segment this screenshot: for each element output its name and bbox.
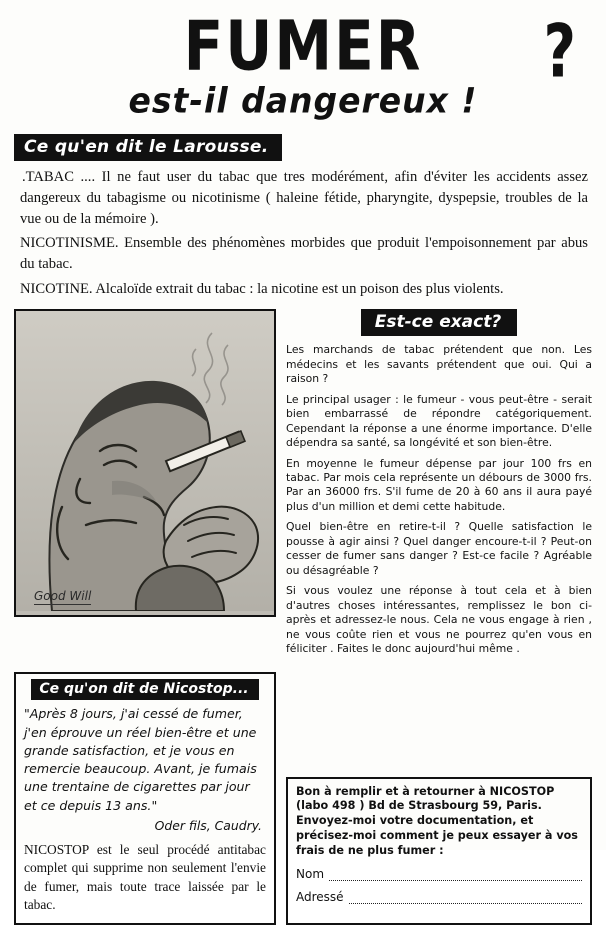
coupon-field-adresse-label: Adressé bbox=[296, 889, 344, 904]
larousse-paragraph: NICOTINE. Alcaloïde extrait du tabac : la nicotine est un poison des plus violents. bbox=[20, 280, 504, 297]
coupon-field-adresse[interactable] bbox=[296, 890, 582, 904]
page-title bbox=[14, 5, 592, 122]
coupon-line-1: Bon à remplir et à retourner à NICOSTOP bbox=[296, 784, 555, 798]
illustration-frame bbox=[14, 309, 276, 617]
middle-section bbox=[14, 309, 592, 662]
coupon-box[interactable] bbox=[286, 777, 592, 925]
larousse-paragraph: .TABAC .... Il ne faut user du tabac que tres modérément, afin d'éviter les accidents assez dangereux du tabagisme ou nicotinisme ( haleine fétide, pharyngite, dyspepsie, troubles de la vue ou de la mémoire ). bbox=[20, 169, 588, 227]
exact-body bbox=[286, 343, 592, 662]
coupon-field-adresse-input[interactable] bbox=[349, 892, 582, 904]
bottom-section bbox=[14, 672, 592, 925]
coupon-field-nom-label: Nom bbox=[296, 866, 325, 881]
coupon-instructions bbox=[296, 785, 582, 859]
artist-signature: Good Will bbox=[34, 589, 92, 604]
headline-question-mark: ? bbox=[543, 10, 576, 95]
testimonial-box bbox=[14, 672, 276, 925]
smoking-man-drawing bbox=[16, 311, 274, 611]
exact-column bbox=[286, 309, 592, 662]
exact-banner: Est-ce exact? bbox=[361, 309, 517, 336]
testimonial-signature: Oder fils, Caudry. bbox=[154, 817, 262, 833]
illustration-column bbox=[14, 309, 276, 662]
coupon-column bbox=[286, 672, 592, 925]
larousse-body bbox=[14, 167, 592, 299]
coupon-field-nom[interactable] bbox=[296, 867, 582, 881]
headline-subtitle: est-il dangereux ! bbox=[128, 80, 478, 122]
exact-banner-wrap bbox=[286, 309, 592, 336]
exact-paragraph: Si vous voulez une réponse à tout cela et à bien d'autres choses intéressantes, remplissez le bon ci-après et adressez-le nous. Cela ne vous engage à rien , ne vous coûte rien et vous ne pourrez qu'en vous en féliciter . Faites le donc aujourd'hui même . bbox=[286, 584, 592, 656]
larousse-banner: Ce qu'en dit le Larousse. bbox=[14, 134, 282, 161]
coupon-line-3: Envoyez-moi votre documentation, et précisez-moi comment je peux essayer à vos frais de ne plus fumer : bbox=[296, 814, 578, 858]
exact-paragraph: En moyenne le fumeur dépense par jour 100 frs en tabac. Par mois cela représente un débours de 3000 frs. Par an 36000 frs. S'il fume de 20 à 60 ans il aura payé plus d'un million et demi cette habitude. bbox=[286, 456, 592, 513]
headline-main: FUMER bbox=[183, 5, 423, 86]
exact-paragraph: Le principal usager : le fumeur - vous peut-être - serait bien embarrassé de répondre catégoriquement. Cependant la réponse a une énorme importance. D'elle dépendra sa santé, sa longévité et son bien-être. bbox=[286, 392, 592, 450]
testimonial-quote: "Après 8 jours, j'ai cessé de fumer, j'en éprouve un réel bien-être et une grande satisfaction, et je vous en remercie beaucoup. Avant, je fumais une trentaine de cigarettes par jour et ce depuis 13 ans." bbox=[24, 706, 257, 813]
nicostop-note: NICOSTOP est le seul procédé antitabac complet qui supprime non seulement l'envie de fumer, mais toute trace laissée par le tabac. bbox=[24, 841, 266, 913]
testimonial-banner: Ce qu'on dit de Nicostop... bbox=[31, 679, 258, 700]
larousse-banner-wrap bbox=[14, 134, 592, 161]
coupon-line-2: (labo 498 ) Bd de Strasbourg 59, Paris. bbox=[296, 799, 542, 813]
larousse-paragraph: NICOTINISME. Ensemble des phénomènes morbides que produit l'empoisonnement par abus du tabac. bbox=[20, 235, 588, 272]
coupon-field-nom-input[interactable] bbox=[329, 869, 582, 881]
exact-paragraph: Les marchands de tabac prétendent que non. Les médecins et les savants prétendent que oui. Qui a raison ? bbox=[286, 343, 592, 386]
testimonial-banner-wrap bbox=[24, 679, 266, 700]
exact-paragraph: Quel bien-être en retire-t-il ? Quelle satisfaction le pousse à agir ainsi ? Quel danger encoure-t-il ? Peut-on cesser de fumer sans danger ? Est-ce facile ? Agréable ou désagréable ? bbox=[286, 520, 592, 577]
